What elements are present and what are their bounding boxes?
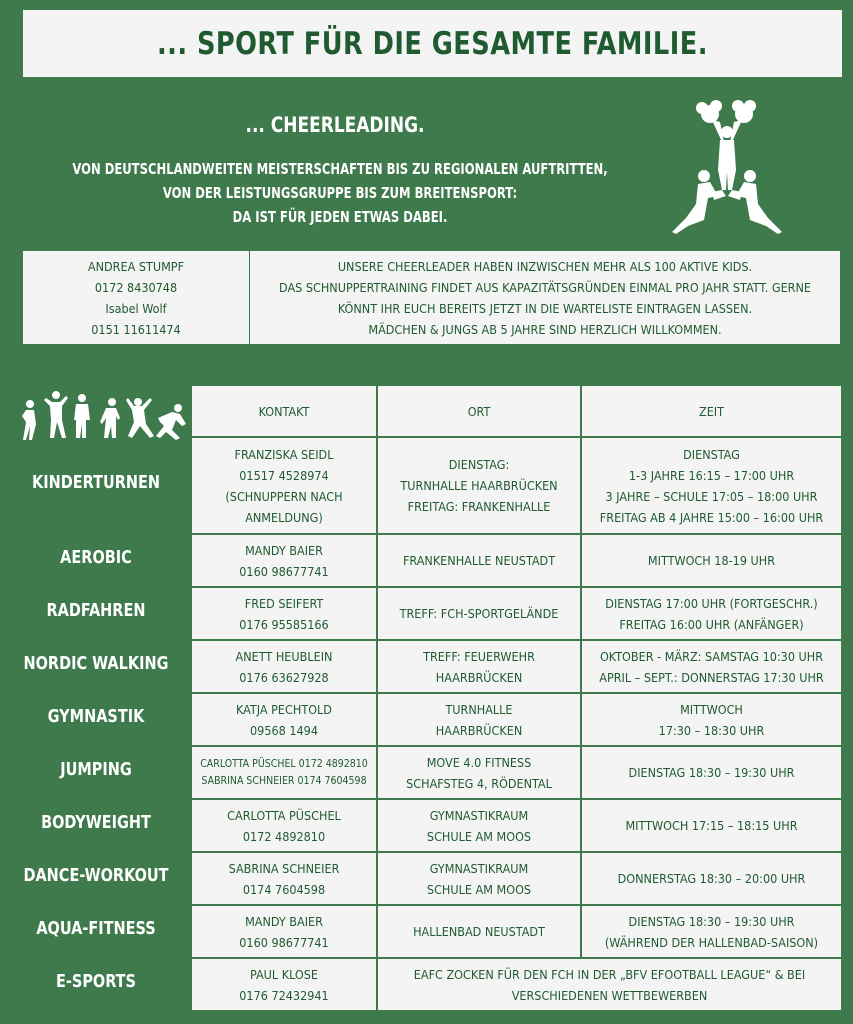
info-line: UNSERE CHEERLEADER HABEN INZWISCHEN MEHR ALS 100 AKTIVE KIDS. [337,258,753,274]
contact-line: 0176 95585166 [239,616,329,632]
contact-line: 0174 7604598 [242,881,326,897]
contact-line: SABRINA SCHNEIER [228,860,340,876]
place-cell [377,799,581,852]
contact-line: MANDY BAIER [245,913,323,929]
info-line: DAS SCHNUPPERTRAINING FINDET AUS KAPAZITÄTSGRÜNDEN EINMAL PRO JAHR STATT. GERNE [279,279,811,295]
sport-label: DANCE-WORKOUT [23,865,169,886]
intro-line: VON DER LEISTUNGSGRUPPE BIS ZUM BREITENSPORT: [162,184,518,202]
info-line: KÖNNT IHR EUCH BEREITS JETZT IN DIE WARTELISTE EINTRAGEN LASSEN. [337,300,753,316]
sport-label: AQUA-FITNESS [36,918,156,939]
contact-line: 01517 4528974 [239,467,329,483]
contact-line: (SCHNUPPERN NACH [225,488,343,504]
place-line: GYMNASTIKRAUM [429,860,529,876]
table-row [191,640,842,693]
schedule-table [190,384,843,1012]
time-cell [581,693,842,746]
time-line: DIENSTAG [683,446,740,462]
time-line: 3 JAHRE – SCHULE 17:05 – 18:00 UHR [605,488,818,504]
contact-cell [191,640,377,693]
place-line: HAARBRÜCKEN [435,722,523,738]
table-header-row [191,385,842,437]
time-line: DIENSTAG 17:00 UHR (FORTGESCHR.) [605,595,818,611]
contact-cell [191,852,377,905]
time-line: OKTOBER - MÄRZ: SAMSTAG 10:30 UHR [599,648,824,664]
cheerleading-title: ... CHEERLEADING. [245,113,425,137]
time-line: (WÄHREND DER HALLENBAD-SAISON) [604,934,819,950]
contact-line: 09568 1494 [250,722,318,738]
time-line: DIENSTAG 18:30 – 19:30 UHR [628,913,795,929]
place-line: TURNHALLE [445,701,513,717]
contact-cell [191,534,377,587]
sport-label: KINDERTURNEN [31,472,161,493]
table-row [191,799,842,852]
place-line: FRANKENHALLE NEUSTADT [402,553,556,568]
header-place: ORT [377,385,581,437]
table-row [191,587,842,640]
contact-line: KATJA PECHTOLD [236,701,332,717]
time-line: DONNERSTAG 18:30 – 20:00 UHR [617,871,806,886]
time-cell [581,799,842,852]
page-title: ... SPORT FÜR DIE GESAMTE FAMILIE. [157,25,708,62]
contact-cell [191,746,377,799]
info-line: MÄDCHEN & JUNGS AB 5 JAHRE SIND HERZLICH WILLKOMMEN. [368,321,722,337]
place-line: TREFF: FCH-SPORTGELÄNDE [399,606,559,621]
sport-label: E-SPORTS [55,971,137,992]
place-line: SCHULE AM MOOS [426,828,532,844]
place-line: TURNHALLE HAARBRÜCKEN [400,478,558,493]
place-cell [377,534,581,587]
cheerleader-pyramid-icon [668,100,786,238]
time-cell [581,640,842,693]
table-row [191,437,842,534]
contact-line: 0160 98677741 [239,934,329,950]
table-row [191,852,842,905]
time-line: DIENSTAG 18:30 – 19:30 UHR [628,765,795,780]
intro-line: DA IST FÜR JEDEN ETWAS DABEI. [232,208,448,226]
time-line: MITTWOCH 17:15 – 18:15 UHR [625,818,798,833]
sport-labels [0,0,192,1024]
place-cell [377,640,581,693]
contact-line: Isabel Wolf [105,300,167,316]
contact-line: 0151 11611474 [91,321,181,337]
time-line: MITTWOCH 18-19 UHR [647,553,776,568]
contact-line: MANDY BAIER [245,542,323,558]
contact-cell [191,958,377,1011]
activity-line: EAFC ZOCKEN FÜR DEN FCH IN DER „BFV EFOOTBALL LEAGUE“ & BEI [413,966,806,982]
time-cell [581,746,842,799]
place-line: HAARBRÜCKEN [435,669,523,685]
contact-cell [191,693,377,746]
table-row [191,534,842,587]
contact-line: 0160 98677741 [239,563,329,579]
activity-line: VERSCHIEDENEN WETTBEWERBEN [511,987,708,1003]
table-row [191,905,842,958]
sport-label: AEROBIC [60,547,132,568]
contact-cell [191,587,377,640]
time-line: 17:30 – 18:30 UHR [658,722,765,738]
place-line: GYMNASTIKRAUM [429,807,529,823]
contact-line: 0172 8430748 [94,279,178,295]
contact-cell [191,437,377,534]
time-cell [581,587,842,640]
sport-label: JUMPING [60,759,132,780]
table-row [191,746,842,799]
place-cell [377,693,581,746]
time-cell [581,905,842,958]
place-line: SCHAFSTEG 4, RÖDENTAL [406,775,552,791]
table-row [191,958,842,1011]
place-line: FREITAG: FRANKENHALLE [407,499,551,514]
cheerleading-description [250,251,840,344]
contact-line: 0176 63627928 [239,669,329,685]
place-cell [377,852,581,905]
contact-line: SABRINA SCHNEIER 0174 7604598 [201,774,367,787]
contact-line: FRANZISKA SEIDL [234,446,334,462]
intro-line: VON DEUTSCHLANDWEITEN MEISTERSCHAFTEN BIS ZU REGIONALEN AUFTRITTEN, [72,160,608,178]
time-line: FREITAG 16:00 UHR (ANFÄNGER) [619,616,804,632]
table-row [191,693,842,746]
time-cell [581,534,842,587]
place-cell [377,587,581,640]
place-line: TREFF: FEUERWEHR [423,648,535,664]
contact-line: ANDREA STUMPF [87,258,185,274]
time-line: FREITAG AB 4 JAHRE 15:00 – 16:00 UHR [599,509,824,525]
contact-line: PAUL KLOSE [249,966,319,982]
contact-line: CARLOTTA PÜSCHEL 0172 4892810 [200,757,368,770]
place-line: MOVE 4.0 FITNESS [426,754,532,770]
time-line: APRIL – SEPT.: DONNERSTAG 17:30 UHR [599,669,824,685]
header-contact: KONTAKT [191,385,377,437]
sport-label: BODYWEIGHT [41,812,151,833]
contact-line: ANMELDUNG) [245,509,323,525]
contact-line: 0176 72432941 [239,987,329,1003]
time-cell [581,437,842,534]
place-cell [377,437,581,534]
contact-cell [191,799,377,852]
sport-label: GYMNASTIK [47,706,145,727]
place-line: HALLENBAD NEUSTADT [413,924,545,939]
contact-cell [191,905,377,958]
place-line: SCHULE AM MOOS [426,881,532,897]
contact-line: 0172 4892810 [242,828,326,844]
time-line: MITTWOCH [680,701,743,717]
header-time: ZEIT [581,385,842,437]
contact-line: CARLOTTA PÜSCHEL [227,807,341,823]
time-cell [581,852,842,905]
contact-line: ANETT HEUBLEIN [235,648,333,664]
place-cell [377,905,581,958]
place-line: DIENSTAG: [448,457,510,472]
sport-label: NORDIC WALKING [23,653,169,674]
contact-line: FRED SEIFERT [244,595,324,611]
sport-label: RADFAHREN [46,600,146,621]
place-cell [377,746,581,799]
activity-cell [377,958,842,1011]
time-line: 1-3 JAHRE 16:15 – 17:00 UHR [628,467,795,483]
